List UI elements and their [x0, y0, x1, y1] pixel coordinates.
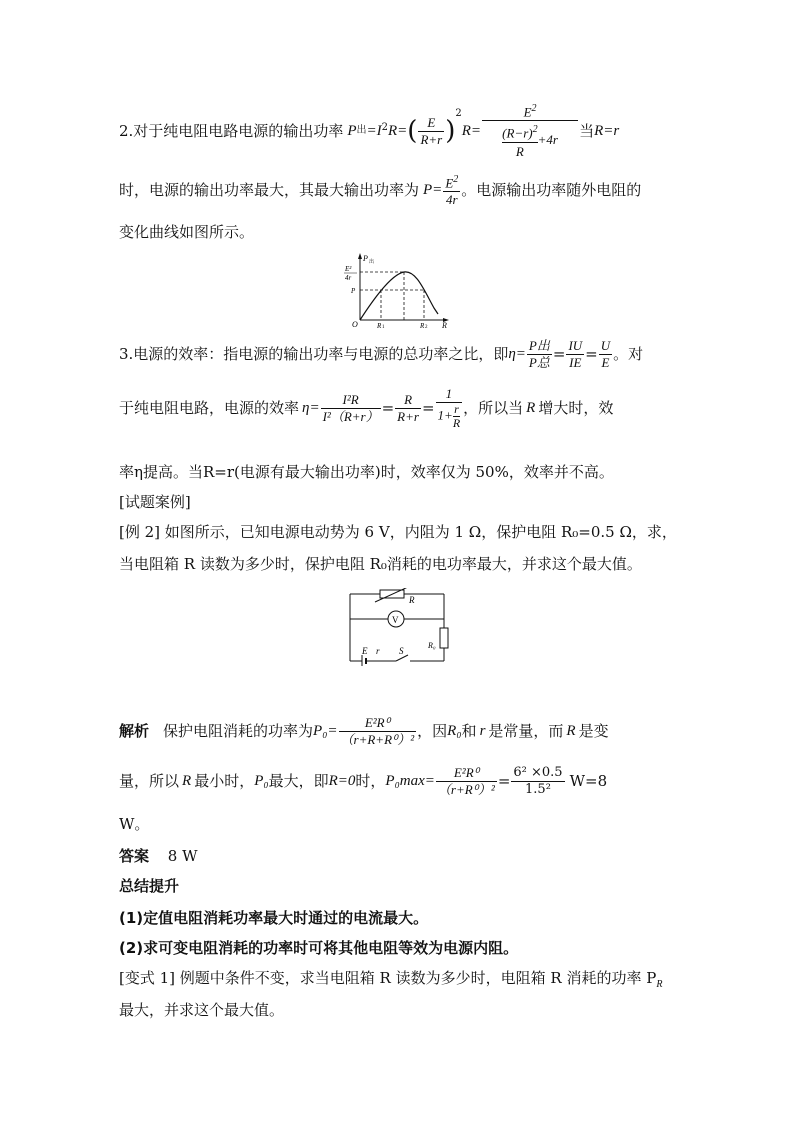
power-curve: [360, 272, 438, 320]
example-line1: [例 2] 如图所示，已知电源电动势为 6 V，内阻为 1 Ω，保护电阻 R₀=0.5 Ω，求，: [119, 523, 677, 541]
resistor-r0: [440, 628, 448, 648]
svg-text:4r: 4r: [345, 274, 352, 282]
summary-item1: (1)定值电阻消耗功率最大时通过的电流最大。: [119, 909, 429, 927]
section3-line2: 于纯电阻电路，电源的效率 η= $\frac{\text{I²R}}{\text{I²（R+r）}}$ = $\frac{R}{R+r}$ = 1 1+ $\frac{r}{R}$ ，所以当 R 增大时，效: [119, 386, 614, 430]
answer-line: 答案 8 W: [119, 847, 198, 865]
emax-label: E²: [345, 265, 352, 273]
resistor-r-label: R: [409, 595, 415, 605]
svg-text:2: 2: [425, 325, 428, 328]
y-axis-label: P: [363, 254, 368, 263]
emf-label: E: [362, 646, 368, 656]
solution-line2: 量，所以 R 最小时， P₀ 最大，即 R=0 时， P₀max= $\frac{\text{E²R⁰}}{\text{（r+R⁰）²}}$ = $\frac{\text{6² ×0.5}}{\text{1.5²}}$ W=8: [119, 764, 608, 797]
p-label: P: [351, 287, 356, 295]
variant-line2: 最大，并求这个最大值。: [119, 1001, 285, 1019]
fraction-e2-over-denominator: $E^2$ $\frac{(R-r)^2}{R}$ +4r: [482, 101, 578, 162]
svg-text:出: 出: [369, 260, 375, 265]
variant-line1: [变式 1] 例题中条件不变，求当电阻箱 R 读数为多少时，电阻箱 R 消耗的功率 $P_R$: [119, 969, 663, 990]
summary-item2: (2)求可变电阻消耗的功率时可将其他电阻等效为电源内阻。: [119, 939, 519, 957]
section2-line1: 2.对于纯电阻电路电源的输出功率 P 出 =I $^2$ R= ( $\frac{E}{R+r}$ ) $^2$ R= $E^2$ $\frac{(R-r)^2}{R}$ +4r 当 R=r: [119, 102, 620, 160]
section2-line3: 变化曲线如图所示。: [119, 223, 255, 241]
solution-line3: W。: [119, 815, 150, 833]
example-line2: 当电阻箱 R 读数为多少时，保护电阻 R₀消耗的电功率最大，并求这个最大值。: [119, 555, 642, 573]
summary-header: 总结提升: [119, 877, 180, 895]
solution-line1: 解析 保护电阻消耗的功率为 P₀= $\frac{\text{E²R⁰}}{\text{（r+R+R⁰）²}}$ ，因 R₀ 和 r 是常量，而 R 是变: [119, 714, 609, 747]
switch-label: S: [399, 646, 404, 656]
fraction-pmax: $\frac{E^2}{4r}$: [445, 173, 459, 208]
fraction-e-over-rr: $\frac{E}{R+r}$: [420, 114, 443, 147]
r0-label: R₀: [428, 641, 436, 650]
r2-label: R: [420, 322, 425, 328]
svg-text:1: 1: [382, 325, 385, 328]
origin-label: O: [352, 320, 358, 328]
voltmeter-label: V: [392, 615, 399, 625]
section2-line2: 时，电源的输出功率最大，其最大输出功率为 P= $\frac{E^2}{4r}$ 。电源输出功率随外电阻的: [119, 173, 642, 208]
case-header: [试题案例]: [119, 493, 191, 511]
section3-line1: 3.电源的效率：指电源的输出功率与电源的总功率之比，即 η= $\frac{\text{P出}}{\text{P总}}$ = $\frac{IU}{IE}$ = $\frac{U}{E}$ 。对: [119, 337, 644, 370]
x-axis-label: R: [442, 321, 447, 328]
circuit-diagram: [344, 588, 454, 666]
power-curve-graph: [338, 250, 456, 328]
r1-label: R: [377, 322, 382, 328]
internal-r-label: r: [376, 646, 380, 656]
section3-line3: 率η提高。当R=r(电源有最大输出功率)时，效率仅为 50%，效率并不高。: [119, 463, 614, 481]
section2-prefix: 2.对于纯电阻电路电源的输出功率: [119, 122, 344, 140]
pout-symbol: P: [347, 123, 357, 139]
